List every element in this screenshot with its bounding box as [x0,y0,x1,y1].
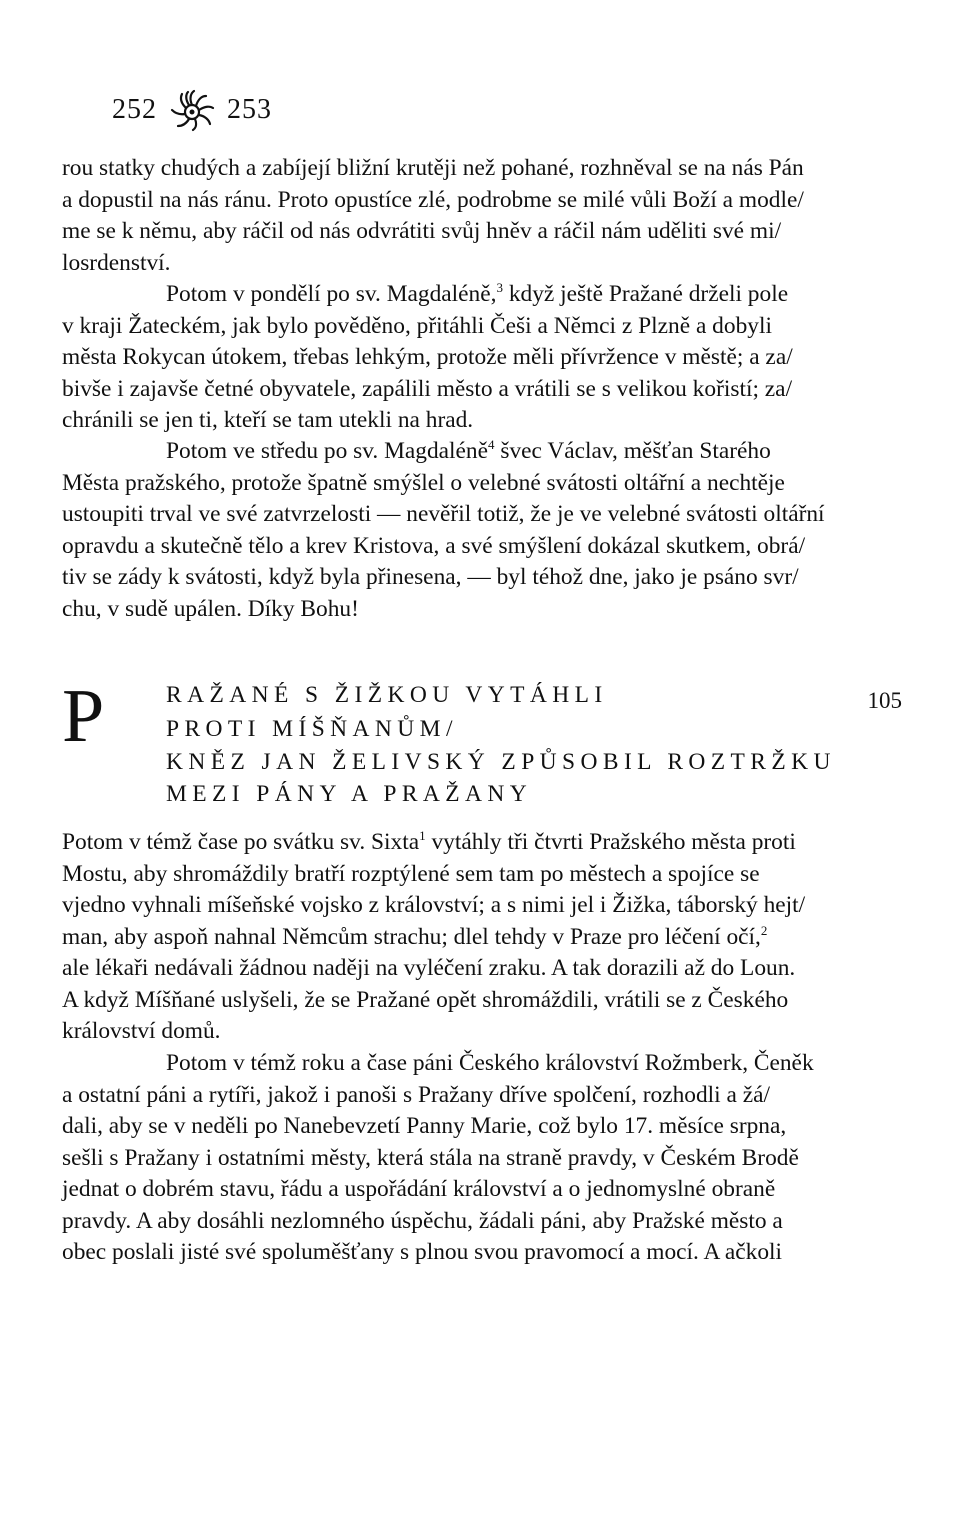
text-line [62,922,902,954]
text-line: me se k němu, aby ráčil od nás odvrátiti svůj hněv a ráčil nám uděliti své mi/ [62,218,782,244]
text-run: Potom v témž čase po svátku sv. Sixta [62,829,420,855]
paragraph-3 [62,436,902,625]
text-line: losrdenství. [62,249,171,276]
rosette-ornament-icon [165,88,219,132]
text-line: jednat o dobrém stavu, řádu a uspořádání království a o jednomyslné obraně [62,1176,776,1202]
text-run: když ještě Pražané drželi pole [502,281,789,307]
text-line: dali, aby se v neděli po Nanebevzetí Panny Marie, což bylo 17. měsíce srpna, [62,1113,787,1139]
text-run: Potom v pondělí po sv. Magdaléně, [166,281,497,307]
text-line: města Rokycan útokem, třebas lehkým, protože měli přívržence v městě; a za/ [62,344,793,370]
text-line: vjedno vyhnali míšeňské vojsko z království; a s nimi jel i Žižka, táborský hejt/ [62,892,806,918]
text-line: v kraji Žateckém, jak bylo pověděno, přitáhli Češi a Němci z Plzně a dobyli [62,312,772,339]
text-line: A když Míšňané uslyšeli, že se Pražané opět shromáždili, vrátili se z Českého [62,986,789,1013]
footnote-ref: 4 [488,437,495,452]
footnote-ref: 2 [760,922,768,938]
chapter-title-line: KNĚZ JAN ŽELIVSKÝ ZPŮSOBIL ROZTRŽKU [166,749,836,775]
text-run: švec Václav, měšťan Starého [494,438,771,464]
footnote-ref: 3 [496,280,503,295]
text-line: Mostu, aby shromáždily bratří rozptýlené sem tam po městech a spojíce se [62,860,760,887]
text-line [62,827,902,859]
chapter-title-line: RAŽANÉ S ŽIŽKOU VYTÁHLI [166,682,608,708]
text-line: ale lékaři nedávali žádnou naději na vyléčení zraku. A tak dorazili až do Loun. [62,955,796,981]
text-line: chránili se jen ti, kteří se tam utekli na hrad. [62,407,474,433]
chapter-number: 105 [867,688,902,713]
text-line: obec poslali jisté své spoluměšťany s plnou svou pravomocí a mocí. A ačkoli [62,1239,783,1265]
text-line: sešli s Pražany i ostatními městy, která stála na straně pravdy, v Českém Brodě [62,1144,799,1171]
text-line: rou statky chudých a zabíjejí bližní krutěji než pohané, rozhněval se na nás Pán [62,155,804,181]
page-header [112,88,272,132]
page-number-left: 252 [112,94,157,125]
text-line: pravdy. A aby dosáhli nezlomného úspěchu, žádali páni, aby Pražské město a [62,1207,783,1234]
paragraph-4 [62,827,902,1048]
text-line: bivše i zajavše četné obyvatele, zapálili město a vrátili se s velikou kořistí; za/ [62,375,793,402]
paragraph-1 [62,153,902,279]
text-line: chu, v sudě upálen. Díky Bohu! [62,595,359,622]
text-run: vytáhly tři čtvrti Pražského města proti [425,829,796,855]
text-line: Města pražského, protože špatně smýšlel o velebné svátosti oltářní a nechtěje [62,469,785,496]
paragraph-5 [62,1048,902,1269]
page-number-right: 253 [227,94,272,125]
text-line: a dopustil na nás ránu. Proto opustíce zlé, podrobme se milé vůli Boží a modle/ [62,186,804,213]
text-line: a ostatní páni a rytíři, jakož i panoši s Pražany dříve spolčení, rozhodli a žá/ [62,1081,771,1108]
text-run: Potom ve středu po sv. Magdaléně [166,438,488,464]
text-line: tiv se zády k svátosti, když byla přinesena, — byl téhož dne, jako je psáno svr/ [62,564,799,590]
text-run: man, aby aspoň nahnal Němcům strachu; dlel tehdy v Praze pro léčení očí, [62,923,761,950]
text-line [62,279,902,311]
text-line: Potom v témž roku a čase páni Českého království Rožmberk, Čeněk [166,1050,814,1076]
text-line [62,436,902,468]
text-line: království domů. [62,1018,221,1044]
chapter-title-line: MEZI PÁNY A PRAŽANY [166,781,533,807]
drop-cap: P [62,674,105,758]
chapter-title-line: PROTI MÍŠŇANŮM/ [166,716,458,742]
footnote-ref: 1 [419,828,426,843]
text-line: opravdu a skutečně tělo a krev Kristova, a své smýšlení dokázal skutkem, obrá/ [62,532,806,559]
text-line: ustoupiti trval ve své zatvrzelosti — nevěřil totiž, že je ve velebné svátosti oltářní [62,501,825,527]
paragraph-2 [62,279,902,437]
